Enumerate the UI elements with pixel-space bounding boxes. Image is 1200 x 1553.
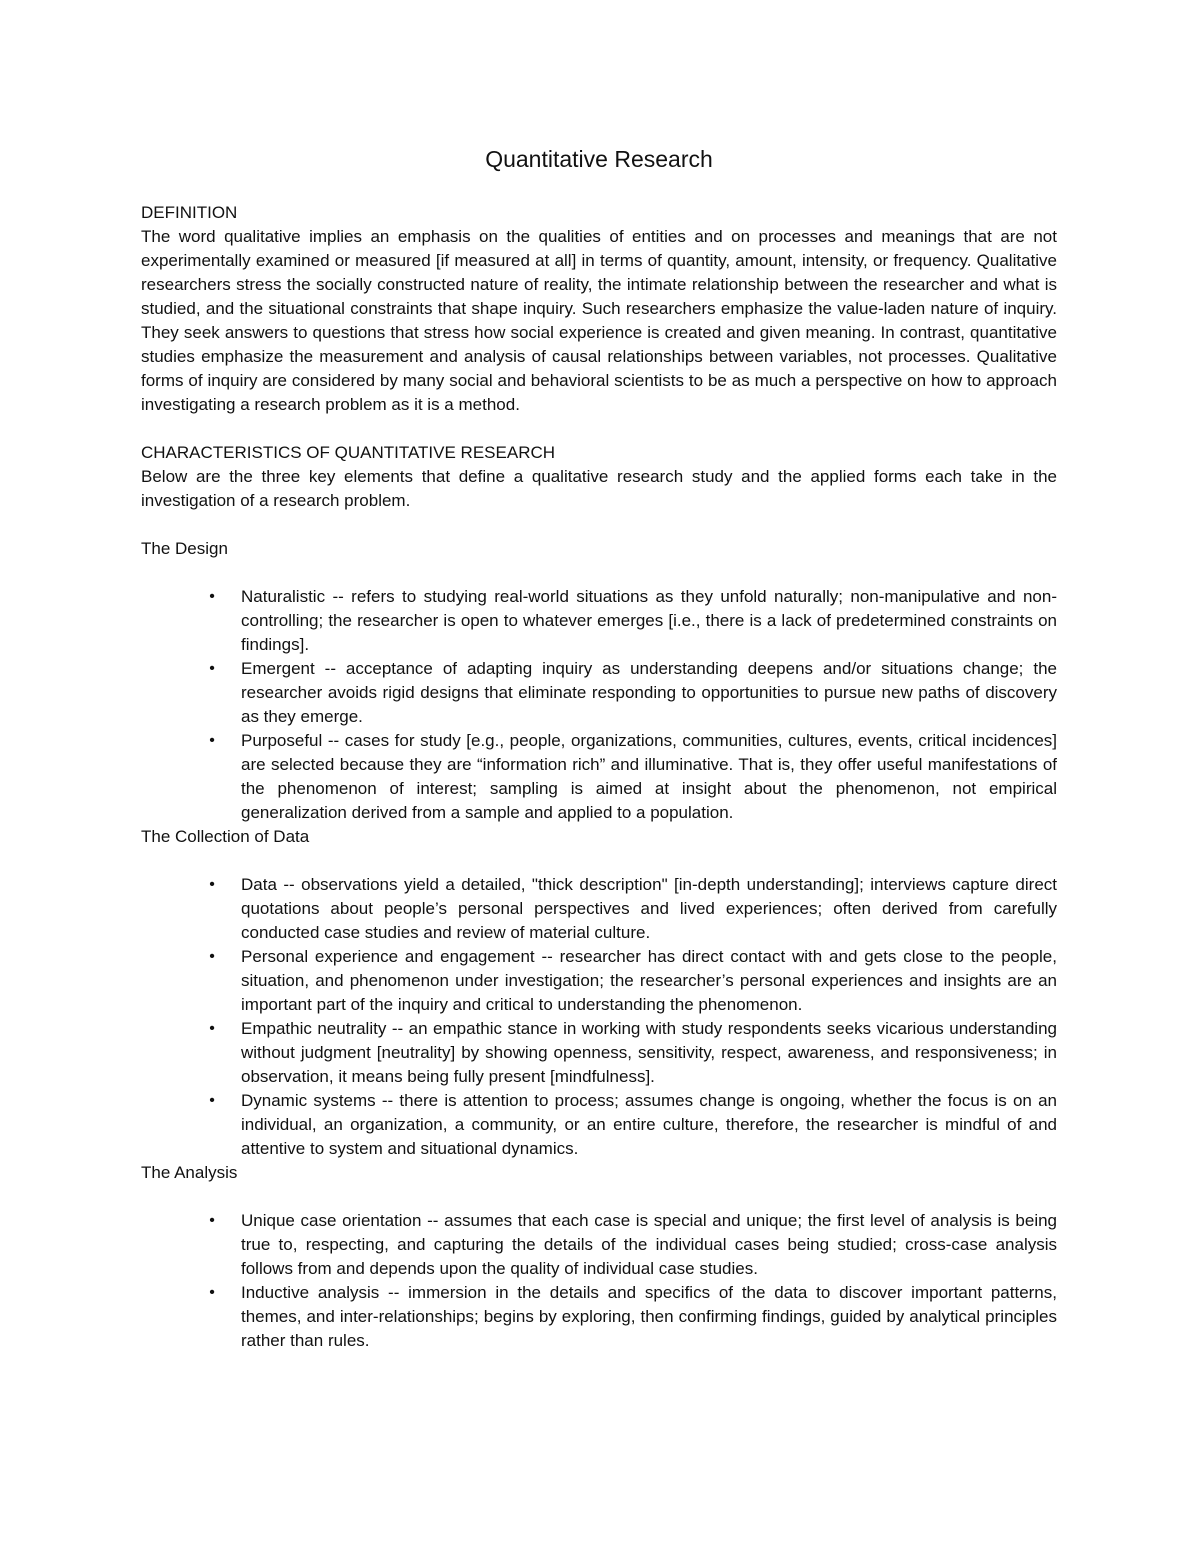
characteristics-section xyxy=(141,441,1057,513)
analysis-section xyxy=(141,1161,1057,1353)
list-item xyxy=(209,729,1057,825)
item-text: -- researcher has direct contact with and gets close to the people, situation, and phenomenon under investigation; the researcher’s personal experiences and insights are an important part of the inquiry and critical to understanding the phenomenon. xyxy=(241,947,1057,1014)
list-item xyxy=(209,873,1057,945)
item-text: -- refers to studying real-world situations as they unfold naturally; non-manipulative and non-controlling; the researcher is open to whatever emerges [i.e., there is a lack of predetermined constraints on findings]. xyxy=(241,587,1057,654)
analysis-list xyxy=(141,1209,1057,1353)
item-term: Emergent xyxy=(241,659,315,678)
bullet-icon: • xyxy=(209,732,215,749)
item-text: -- assumes that each case is special and unique; the first level of analysis is being true to, respecting, and capturing the details of the individual cases being studied; cross-case analysis follows from and depends upon the quality of individual case studies. xyxy=(241,1211,1058,1278)
bullet-icon: • xyxy=(209,660,215,677)
characteristics-intro: Below are the three key elements that define a qualitative research study and the applied forms each take in the investigation of a research problem. xyxy=(141,467,1057,510)
characteristics-heading: CHARACTERISTICS OF QUANTITATIVE RESEARCH xyxy=(141,443,556,462)
item-term: Data xyxy=(241,875,277,894)
list-item xyxy=(209,1089,1057,1161)
bullet-icon: • xyxy=(209,1092,215,1109)
definition-section xyxy=(141,201,1057,417)
list-item xyxy=(209,657,1057,729)
collection-heading: The Collection of Data xyxy=(141,827,310,846)
bullet-icon: • xyxy=(209,1020,215,1037)
page-title: Quantitative Research xyxy=(485,146,713,172)
item-text: -- observations yield a detailed, "thick description" [in-depth understanding]; interviews capture direct quotations about people’s personal perspectives and lived experiences; often derived from carefully conducted case studies and review of material culture. xyxy=(241,875,1057,942)
item-term: Unique case orientation xyxy=(241,1211,422,1230)
item-text: -- acceptance of adapting inquiry as understanding deepens and/or situations change; the researcher avoids rigid designs that eliminate responding to opportunities to pursue new paths of discovery as they emerge. xyxy=(241,659,1057,726)
design-section xyxy=(141,537,1057,825)
item-term: Dynamic systems xyxy=(241,1091,376,1110)
item-text: -- there is attention to process; assumes change is ongoing, whether the focus is on an individual, an organization, a community, or an entire culture, therefore, the researcher is mindful of and attentive to system and situational dynamics. xyxy=(241,1091,1057,1158)
item-text: -- immersion in the details and specifics of the data to discover important patterns, themes, and inter-relationships; begins by exploring, then confirming findings, guided by analytical principles rather than rules. xyxy=(241,1283,1057,1350)
collection-list xyxy=(141,873,1057,1161)
list-item xyxy=(209,945,1057,1017)
item-text: -- cases for study [e.g., people, organizations, communities, cultures, events, critical incidences] are selected because they are “information rich” and illuminative. That is, they offer useful manifestations of the phenomenon of interest; sampling is aimed at insight about the phenomenon, not empirical generalization derived from a sample and applied to a population. xyxy=(241,731,1057,822)
definition-paragraph: The word qualitative implies an emphasis on the qualities of entities and on processes and meanings that are not experimentally examined or measured [if measured at all] in terms of quantity, amount, intensity, or frequency. Qualitative researchers stress the socially constructed nature of reality, the intimate relationship between the researcher and what is studied, and the situational constraints that shape inquiry. Such researchers emphasize the value-laden nature of inquiry. They seek answers to questions that stress how social experience is created and given meaning. In contrast, quantitative studies emphasize the measurement and analysis of causal relationships between variables, not processes. Qualitative forms of inquiry are considered by many social and behavioral scientists to be as much a perspective on how to approach investigating a research problem as it is a method. xyxy=(141,227,1057,414)
definition-heading: DEFINITION xyxy=(141,203,238,222)
document-content xyxy=(141,143,1057,1353)
list-item xyxy=(209,1281,1057,1353)
item-term: Inductive analysis xyxy=(241,1283,380,1302)
list-item xyxy=(209,1017,1057,1089)
item-term: Empathic neutrality xyxy=(241,1019,387,1038)
collection-section xyxy=(141,825,1057,1161)
bullet-icon: • xyxy=(209,948,215,965)
item-term: Purposeful xyxy=(241,731,323,750)
list-item xyxy=(209,1209,1058,1281)
design-heading: The Design xyxy=(141,539,228,558)
item-text: -- an empathic stance in working with study respondents seeks vicarious understanding without judgment [neutrality] by showing openness, sensitivity, respect, awareness, and responsiveness; in observation, it means being fully present [mindfulness]. xyxy=(241,1019,1057,1086)
item-term: Naturalistic xyxy=(241,587,326,606)
bullet-icon: • xyxy=(209,1284,215,1301)
list-item xyxy=(209,585,1057,657)
bullet-icon: • xyxy=(209,876,215,893)
analysis-heading: The Analysis xyxy=(141,1163,238,1182)
design-list xyxy=(141,585,1057,825)
bullet-icon: • xyxy=(209,1212,215,1229)
item-term: Personal experience and engagement xyxy=(241,947,535,966)
bullet-icon: • xyxy=(209,588,215,605)
